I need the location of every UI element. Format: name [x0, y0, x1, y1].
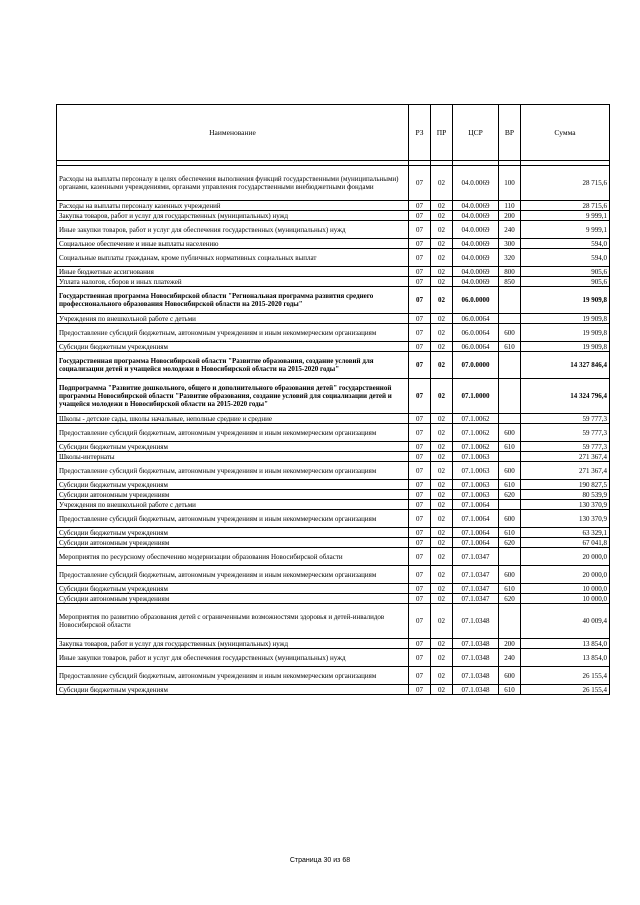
cell-pr: 02	[431, 442, 453, 452]
cell-name: Школы - детские сады, школы начальные, неполные средние и средние	[57, 414, 409, 424]
cell-name: Субсидии бюджетным учреждениям	[57, 584, 409, 594]
cell-csr: 07.1.0063	[453, 452, 499, 462]
cell-name: Закупка товаров, работ и услуг для государственных (муниципальных) нужд	[57, 639, 409, 649]
cell-pr: 02	[431, 490, 453, 500]
table-row	[57, 594, 610, 604]
cell-pr: 02	[431, 462, 453, 480]
table-row	[57, 352, 610, 379]
cell-name: Субсидии бюджетным учреждениям	[57, 442, 409, 452]
cell-sum: 67 041,8	[521, 538, 610, 548]
table-row	[57, 649, 610, 667]
table-row	[57, 667, 610, 685]
cell-csr: 07.1.0347	[453, 548, 499, 566]
cell-name: Учреждения по внешкольной работе с детьми	[57, 314, 409, 324]
cell-pr: 02	[431, 277, 453, 287]
cell-name: Предоставление субсидий бюджетным, автономным учреждениям и иным некоммерческим организациям	[57, 566, 409, 584]
cell-vr	[499, 287, 521, 314]
cell-rz: 07	[409, 649, 431, 667]
cell-sum: 26 155,4	[521, 667, 610, 685]
cell-sum: 190 827,5	[521, 480, 610, 490]
cell-pr: 02	[431, 566, 453, 584]
cell-pr: 02	[431, 500, 453, 510]
cell-sum: 905,6	[521, 267, 610, 277]
cell-csr: 07.1.0063	[453, 462, 499, 480]
cell-csr: 06.0.0064	[453, 314, 499, 324]
table-row	[57, 442, 610, 452]
cell-sum: 14 324 796,4	[521, 379, 610, 414]
cell-name: Предоставление субсидий бюджетным, автономным учреждениям и иным некоммерческим организациям	[57, 324, 409, 342]
table-row	[57, 314, 610, 324]
cell-sum: 19 909,8	[521, 342, 610, 352]
cell-rz: 07	[409, 667, 431, 685]
cell-rz: 07	[409, 566, 431, 584]
table-row	[57, 528, 610, 538]
cell-vr: 610	[499, 442, 521, 452]
cell-rz: 07	[409, 594, 431, 604]
cell-csr: 04.0.0069	[453, 277, 499, 287]
cell-rz: 07	[409, 352, 431, 379]
cell-vr	[499, 379, 521, 414]
cell-sum: 28 715,6	[521, 166, 610, 201]
cell-rz: 07	[409, 211, 431, 221]
cell-name: Государственная программа Новосибирской области "Региональная программа развития среднего профессионального образования Новосибирской области на 2015-2020 годы"	[57, 287, 409, 314]
table-header	[57, 105, 610, 161]
table-row	[57, 267, 610, 277]
cell-csr: 07.1.0063	[453, 480, 499, 490]
cell-csr: 04.0.0069	[453, 249, 499, 267]
cell-name: Расходы на выплаты персоналу в целях обеспечения выполнения функций государственными (муниципальными) органами, казенными учреждениями, органами управления государственными внебюджетными фондами	[57, 166, 409, 201]
cell-rz: 07	[409, 239, 431, 249]
cell-vr	[499, 548, 521, 566]
cell-pr: 02	[431, 342, 453, 352]
table-row	[57, 566, 610, 584]
cell-csr: 07.1.0062	[453, 414, 499, 424]
cell-sum: 271 367,4	[521, 462, 610, 480]
cell-vr: 320	[499, 249, 521, 267]
cell-pr: 02	[431, 249, 453, 267]
cell-rz: 07	[409, 685, 431, 695]
cell-csr: 07.0.0000	[453, 352, 499, 379]
cell-rz: 07	[409, 639, 431, 649]
cell-vr: 850	[499, 277, 521, 287]
cell-vr: 610	[499, 685, 521, 695]
table-row	[57, 166, 610, 201]
cell-csr: 07.1.0062	[453, 442, 499, 452]
cell-csr: 07.1.0347	[453, 584, 499, 594]
cell-vr: 110	[499, 201, 521, 211]
table-row	[57, 639, 610, 649]
cell-csr: 07.1.0347	[453, 594, 499, 604]
header-csr: ЦСР	[453, 105, 499, 161]
cell-rz: 07	[409, 528, 431, 538]
cell-vr: 610	[499, 342, 521, 352]
cell-rz: 07	[409, 342, 431, 352]
cell-csr: 07.1.0064	[453, 538, 499, 548]
cell-rz: 07	[409, 324, 431, 342]
cell-csr: 06.0.0064	[453, 342, 499, 352]
cell-sum: 26 155,4	[521, 685, 610, 695]
header-pr: ПР	[431, 105, 453, 161]
cell-vr	[499, 500, 521, 510]
cell-name: Предоставление субсидий бюджетным, автономным учреждениям и иным некоммерческим организациям	[57, 510, 409, 528]
table-row	[57, 584, 610, 594]
cell-pr: 02	[431, 287, 453, 314]
cell-vr: 100	[499, 166, 521, 201]
cell-name: Иные бюджетные ассигнования	[57, 267, 409, 277]
cell-name: Предоставление субсидий бюджетным, автономным учреждениям и иным некоммерческим организациям	[57, 667, 409, 685]
budget-table	[56, 104, 610, 695]
cell-sum: 13 854,0	[521, 639, 610, 649]
cell-sum: 28 715,6	[521, 201, 610, 211]
cell-vr: 200	[499, 211, 521, 221]
table-row	[57, 685, 610, 695]
cell-rz: 07	[409, 424, 431, 442]
cell-vr: 800	[499, 267, 521, 277]
cell-name: Субсидии автономным учреждениям	[57, 594, 409, 604]
table-row	[57, 500, 610, 510]
cell-pr: 02	[431, 452, 453, 462]
cell-vr: 600	[499, 667, 521, 685]
cell-csr: 07.1.0348	[453, 604, 499, 639]
cell-sum: 10 000,0	[521, 594, 610, 604]
cell-sum: 130 370,9	[521, 500, 610, 510]
cell-name: Учреждения по внешкольной работе с детьми	[57, 500, 409, 510]
cell-rz: 07	[409, 462, 431, 480]
cell-csr: 07.1.0000	[453, 379, 499, 414]
cell-sum: 19 909,8	[521, 324, 610, 342]
cell-rz: 07	[409, 442, 431, 452]
cell-pr: 02	[431, 324, 453, 342]
table-row	[57, 239, 610, 249]
cell-sum: 59 777,3	[521, 424, 610, 442]
cell-rz: 07	[409, 249, 431, 267]
table-row	[57, 324, 610, 342]
cell-pr: 02	[431, 548, 453, 566]
cell-name: Субсидии автономным учреждениям	[57, 490, 409, 500]
cell-vr: 300	[499, 239, 521, 249]
cell-pr: 02	[431, 314, 453, 324]
cell-name: Предоставление субсидий бюджетным, автономным учреждениям и иным некоммерческим организациям	[57, 424, 409, 442]
page-number: Страница 30 из 68	[289, 857, 351, 864]
cell-sum: 130 370,9	[521, 510, 610, 528]
cell-vr: 610	[499, 480, 521, 490]
cell-csr: 07.1.0348	[453, 667, 499, 685]
cell-rz: 07	[409, 548, 431, 566]
cell-sum: 9 999,1	[521, 211, 610, 221]
cell-csr: 04.0.0069	[453, 239, 499, 249]
cell-rz: 07	[409, 604, 431, 639]
cell-csr: 07.1.0064	[453, 500, 499, 510]
cell-vr: 240	[499, 221, 521, 239]
cell-rz: 07	[409, 452, 431, 462]
table-row	[57, 452, 610, 462]
cell-vr: 610	[499, 584, 521, 594]
cell-sum: 10 000,0	[521, 584, 610, 594]
table-row	[57, 510, 610, 528]
table-row	[57, 211, 610, 221]
table-row	[57, 424, 610, 442]
cell-sum: 19 909,8	[521, 314, 610, 324]
cell-rz: 07	[409, 287, 431, 314]
cell-csr: 07.1.0064	[453, 528, 499, 538]
cell-vr	[499, 314, 521, 324]
cell-csr: 07.1.0348	[453, 685, 499, 695]
cell-pr: 02	[431, 239, 453, 249]
cell-sum: 594,0	[521, 249, 610, 267]
table-row	[57, 462, 610, 480]
cell-sum: 594,0	[521, 239, 610, 249]
cell-sum: 20 000,0	[521, 548, 610, 566]
cell-csr: 07.1.0348	[453, 649, 499, 667]
cell-vr	[499, 414, 521, 424]
cell-sum: 13 854,0	[521, 649, 610, 667]
cell-name: Иные закупки товаров, работ и услуг для обеспечения государственных (муниципальных) нужд	[57, 221, 409, 239]
cell-pr: 02	[431, 379, 453, 414]
cell-rz: 07	[409, 379, 431, 414]
cell-rz: 07	[409, 500, 431, 510]
table-row	[57, 342, 610, 352]
cell-pr: 02	[431, 221, 453, 239]
cell-name: Субсидии бюджетным учреждениям	[57, 528, 409, 538]
cell-rz: 07	[409, 201, 431, 211]
cell-pr: 02	[431, 267, 453, 277]
cell-rz: 07	[409, 221, 431, 239]
cell-rz: 07	[409, 510, 431, 528]
cell-rz: 07	[409, 584, 431, 594]
cell-name: Государственная программа Новосибирской области "Развитие образования, создание условий для социализации детей и учащейся молодежи в Новосибирской области на 2015-2020 годы"	[57, 352, 409, 379]
cell-csr: 06.0.0000	[453, 287, 499, 314]
cell-sum: 40 009,4	[521, 604, 610, 639]
cell-name: Социальные выплаты гражданам, кроме публичных нормативных социальных выплат	[57, 249, 409, 267]
cell-name: Субсидии бюджетным учреждениям	[57, 685, 409, 695]
table-row	[57, 480, 610, 490]
cell-name: Субсидии бюджетным учреждениям	[57, 342, 409, 352]
cell-rz: 07	[409, 314, 431, 324]
cell-vr: 620	[499, 538, 521, 548]
cell-rz: 07	[409, 267, 431, 277]
cell-vr	[499, 452, 521, 462]
cell-pr: 02	[431, 201, 453, 211]
cell-pr: 02	[431, 211, 453, 221]
cell-name: Подпрограмма "Развитие дошкольного, общего и дополнительного образования детей" государственной программы Новосибирской области "Развитие образования, создание условий для социализации детей и учащейся молодежи в Новосибирской области на 2015-2020 годы"	[57, 379, 409, 414]
cell-sum: 20 000,0	[521, 566, 610, 584]
cell-vr: 620	[499, 490, 521, 500]
cell-rz: 07	[409, 277, 431, 287]
cell-pr: 02	[431, 538, 453, 548]
cell-vr	[499, 604, 521, 639]
cell-pr: 02	[431, 649, 453, 667]
header-vr: ВР	[499, 105, 521, 161]
cell-pr: 02	[431, 414, 453, 424]
cell-pr: 02	[431, 604, 453, 639]
cell-vr: 610	[499, 528, 521, 538]
cell-csr: 04.0.0069	[453, 201, 499, 211]
table-row	[57, 604, 610, 639]
cell-csr: 07.1.0348	[453, 639, 499, 649]
cell-sum: 63 329,1	[521, 528, 610, 538]
cell-vr: 600	[499, 566, 521, 584]
header-name: Наименование	[57, 105, 409, 161]
cell-name: Мероприятия по развитию образования детей с ограниченными возможностями здоровья и детей-инвалидов Новосибирской области	[57, 604, 409, 639]
cell-name: Субсидии бюджетным учреждениям	[57, 480, 409, 490]
cell-csr: 04.0.0069	[453, 267, 499, 277]
cell-sum: 905,6	[521, 277, 610, 287]
table-body	[57, 161, 610, 695]
cell-pr: 02	[431, 667, 453, 685]
cell-name: Уплата налогов, сборов и иных платежей	[57, 277, 409, 287]
cell-vr: 620	[499, 594, 521, 604]
cell-rz: 07	[409, 490, 431, 500]
cell-name: Закупка товаров, работ и услуг для государственных (муниципальных) нужд	[57, 211, 409, 221]
header-sum: Сумма	[521, 105, 610, 161]
cell-pr: 02	[431, 685, 453, 695]
cell-pr: 02	[431, 352, 453, 379]
cell-sum: 59 777,3	[521, 442, 610, 452]
cell-name: Предоставление субсидий бюджетным, автономным учреждениям и иным некоммерческим организациям	[57, 462, 409, 480]
table-row	[57, 287, 610, 314]
cell-csr: 06.0.0064	[453, 324, 499, 342]
cell-name: Расходы на выплаты персоналу казенных учреждений	[57, 201, 409, 211]
cell-vr: 600	[499, 324, 521, 342]
cell-pr: 02	[431, 166, 453, 201]
cell-csr: 07.1.0062	[453, 424, 499, 442]
cell-sum: 80 539,9	[521, 490, 610, 500]
cell-rz: 07	[409, 480, 431, 490]
cell-pr: 02	[431, 480, 453, 490]
table-row	[57, 201, 610, 211]
table-row	[57, 538, 610, 548]
cell-vr: 600	[499, 462, 521, 480]
cell-name: Социальное обеспечение и иные выплаты населению	[57, 239, 409, 249]
cell-name: Мероприятия по ресурсному обеспечению модернизации образования Новосибирской области	[57, 548, 409, 566]
cell-pr: 02	[431, 528, 453, 538]
cell-rz: 07	[409, 414, 431, 424]
table-row	[57, 414, 610, 424]
cell-csr: 07.1.0063	[453, 490, 499, 500]
cell-sum: 271 367,4	[521, 452, 610, 462]
cell-rz: 07	[409, 538, 431, 548]
cell-vr: 600	[499, 510, 521, 528]
cell-name: Иные закупки товаров, работ и услуг для обеспечения государственных (муниципальных) нужд	[57, 649, 409, 667]
table-row	[57, 277, 610, 287]
cell-name: Субсидии автономным учреждениям	[57, 538, 409, 548]
cell-pr: 02	[431, 594, 453, 604]
cell-sum: 59 777,3	[521, 414, 610, 424]
cell-vr: 200	[499, 639, 521, 649]
header-rz: РЗ	[409, 105, 431, 161]
cell-vr: 600	[499, 424, 521, 442]
cell-pr: 02	[431, 424, 453, 442]
cell-sum: 19 909,8	[521, 287, 610, 314]
cell-csr: 07.1.0064	[453, 510, 499, 528]
cell-csr: 04.0.0069	[453, 166, 499, 201]
cell-pr: 02	[431, 639, 453, 649]
cell-name: Школы-интернаты	[57, 452, 409, 462]
table-row	[57, 490, 610, 500]
cell-csr: 07.1.0347	[453, 566, 499, 584]
cell-pr: 02	[431, 584, 453, 594]
cell-vr: 240	[499, 649, 521, 667]
cell-csr: 04.0.0069	[453, 221, 499, 239]
cell-sum: 9 999,1	[521, 221, 610, 239]
cell-vr	[499, 352, 521, 379]
table-row	[57, 379, 610, 414]
cell-pr: 02	[431, 510, 453, 528]
table-row	[57, 221, 610, 239]
table-row	[57, 548, 610, 566]
cell-csr: 04.0.0069	[453, 211, 499, 221]
table-row	[57, 249, 610, 267]
cell-rz: 07	[409, 166, 431, 201]
cell-sum: 14 327 846,4	[521, 352, 610, 379]
